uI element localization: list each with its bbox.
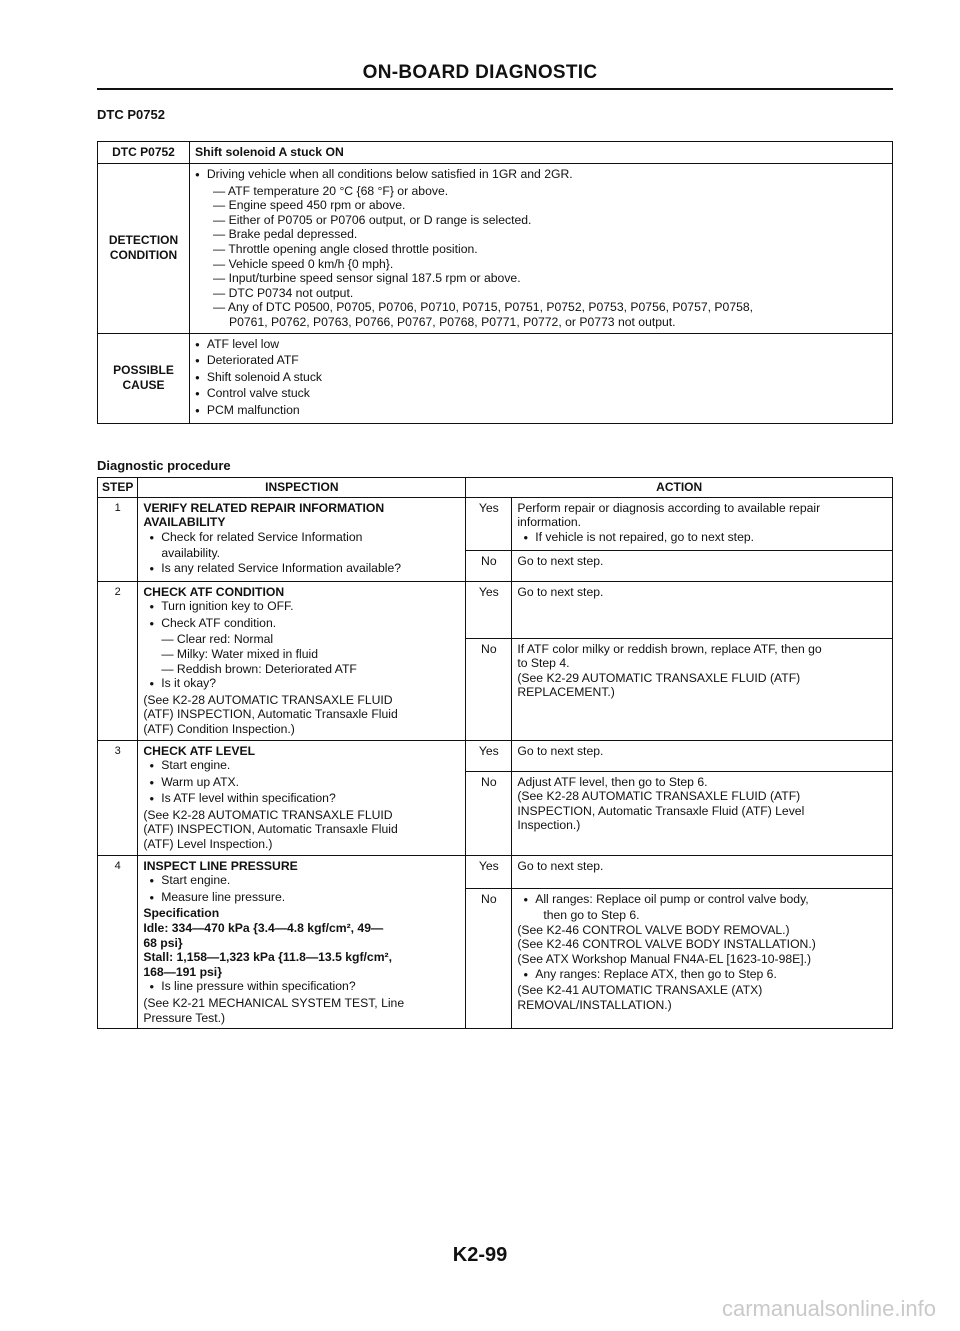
inspection-line: (See K2-21 MECHANICAL SYSTEM TEST, Line bbox=[143, 996, 405, 1010]
inspection-line: Specification bbox=[143, 906, 220, 921]
cause-label: POSSIBLE CAUSE bbox=[98, 333, 190, 423]
yes-label: Yes bbox=[466, 740, 512, 771]
action-line: (See K2-41 AUTOMATIC TRANSAXLE (ATX) bbox=[517, 983, 763, 998]
detection-line: — Input/turbine speed sensor signal 187.5 rpm or above. bbox=[213, 271, 521, 286]
inspection-line: CHECK ATF CONDITION bbox=[143, 584, 285, 599]
inspection-line: Idle: 334—470 kPa {3.4—4.8 kgf/cm², 49—68 psi} bbox=[143, 921, 384, 950]
action-line: (See K2-29 AUTOMATIC TRANSAXLE FLUID (ATF) bbox=[517, 670, 801, 685]
cause-item: ● Deteriorated ATF bbox=[195, 353, 887, 370]
action-line: INSPECTION, Automatic Transaxle Fluid (ATF) Level bbox=[517, 803, 805, 818]
action-line: Inspection.) bbox=[517, 818, 581, 833]
inspection-line: AVAILABILITY bbox=[143, 515, 226, 530]
action-line: ● All ranges: Replace oil pump or control valve body, bbox=[517, 892, 887, 909]
action-line: Go to next step. bbox=[517, 584, 604, 599]
action-line: (See K2-46 CONTROL VALVE BODY INSTALLATION.) bbox=[517, 937, 816, 952]
step-number: 2 bbox=[98, 581, 138, 740]
step-inspection bbox=[138, 581, 466, 740]
inspection-line: Pressure Test.) bbox=[143, 1010, 226, 1025]
detection-line: — Brake pedal depressed. bbox=[213, 227, 358, 242]
inspection-header: INSPECTION bbox=[138, 478, 466, 498]
detection-line: — Throttle opening angle closed throttle position. bbox=[213, 241, 478, 256]
cause-item: ● PCM malfunction bbox=[195, 403, 887, 420]
inspection-line: (ATF) Level Inspection.) bbox=[143, 837, 273, 852]
procedure-heading: Diagnostic procedure bbox=[97, 458, 231, 473]
step-number: 4 bbox=[98, 855, 138, 1029]
inspection-line: (ATF) INSPECTION, Automatic Transaxle Fluid bbox=[143, 707, 398, 722]
step-number: 3 bbox=[98, 740, 138, 855]
action-line: REPLACEMENT.) bbox=[517, 685, 615, 700]
inspection-line: ● Start engine. bbox=[143, 758, 460, 775]
inspection-line: ● Check for related Service Information bbox=[143, 530, 460, 547]
action-line: Perform repair or diagnosis according to available repair bbox=[517, 500, 821, 515]
no-label: No bbox=[466, 771, 512, 855]
step-inspection bbox=[138, 740, 466, 855]
step-inspection bbox=[138, 855, 466, 1029]
inspection-line: availability. bbox=[161, 546, 221, 561]
yes-label: Yes bbox=[466, 497, 512, 550]
no-action bbox=[512, 638, 893, 740]
no-label: No bbox=[466, 888, 512, 1029]
page-number: K2-99 bbox=[452, 1244, 508, 1266]
yes-action bbox=[512, 855, 893, 888]
detection-line: — ATF temperature 20 °C {68 °F} or above. bbox=[213, 183, 449, 198]
detection-line: — Any of DTC P0500, P0705, P0706, P0710, P0715, P0751, P0752, P0753, P0756, P0757, P0758, bbox=[213, 300, 754, 315]
inspection-line: ● Is line pressure within specification? bbox=[143, 979, 460, 996]
dtc-code-cell: DTC P0752 bbox=[98, 142, 190, 164]
cause-item: ● Control valve stuck bbox=[195, 386, 887, 403]
action-line: ● If vehicle is not repaired, go to next step. bbox=[517, 530, 887, 547]
inspection-line: — Clear red: Normal bbox=[161, 632, 274, 647]
no-label: No bbox=[466, 638, 512, 740]
watermark: carmanualsonline.info bbox=[721, 1296, 936, 1321]
inspection-line: Stall: 1,158—1,323 kPa {11.8—13.5 kgf/cm², 168—191 psi} bbox=[143, 950, 392, 979]
inspection-line: ● Start engine. bbox=[143, 873, 460, 890]
inspection-line: ● Check ATF condition. bbox=[143, 616, 460, 633]
detection-line: — Vehicle speed 0 km/h {0 mph}. bbox=[213, 256, 394, 271]
detection-line: — DTC P0734 not output. bbox=[213, 285, 354, 300]
inspection-line: ● Is any related Service Information available? bbox=[143, 561, 460, 578]
action-line: then go to Step 6. bbox=[543, 908, 640, 923]
action-line: Adjust ATF level, then go to Step 6. bbox=[517, 774, 708, 789]
step-header: STEP bbox=[98, 478, 138, 498]
detection-conditions bbox=[190, 164, 893, 334]
detection-line: — Either of P0705 or P0706 output, or D range is selected. bbox=[213, 212, 532, 227]
yes-action bbox=[512, 740, 893, 771]
detection-label: DETECTION CONDITION bbox=[98, 164, 190, 334]
yes-label: Yes bbox=[466, 855, 512, 888]
action-line: (See K2-46 CONTROL VALVE BODY REMOVAL.) bbox=[517, 922, 790, 937]
inspection-line: VERIFY RELATED REPAIR INFORMATION bbox=[143, 500, 385, 515]
action-line: to Step 4. bbox=[517, 656, 570, 671]
no-action bbox=[512, 771, 893, 855]
dtc-title-cell: Shift solenoid A stuck ON bbox=[190, 142, 893, 164]
inspection-line: (ATF) INSPECTION, Automatic Transaxle Fluid bbox=[143, 822, 398, 837]
procedure-table bbox=[97, 477, 893, 1029]
action-line: REMOVAL/INSTALLATION.) bbox=[517, 997, 672, 1012]
dtc-heading: DTC P0752 bbox=[97, 107, 165, 122]
possible-causes bbox=[190, 333, 893, 423]
action-line: Go to next step. bbox=[517, 858, 604, 873]
cause-item: ● Shift solenoid A stuck bbox=[195, 370, 887, 387]
yes-label: Yes bbox=[466, 581, 512, 638]
action-line: If ATF color milky or reddish brown, replace ATF, then go bbox=[517, 641, 822, 656]
inspection-line: ● Is ATF level within specification? bbox=[143, 791, 460, 808]
cause-item: ● ATF level low bbox=[195, 337, 887, 354]
inspection-line: (See K2-28 AUTOMATIC TRANSAXLE FLUID bbox=[143, 807, 393, 822]
action-header: ACTION bbox=[466, 478, 893, 498]
inspection-line: — Reddish brown: Deteriorated ATF bbox=[161, 661, 357, 676]
step-number: 1 bbox=[98, 497, 138, 581]
header-rule bbox=[97, 88, 893, 90]
action-line: ● Any ranges: Replace ATX, then go to Step 6. bbox=[517, 967, 887, 984]
action-line: (See K2-28 AUTOMATIC TRANSAXLE FLUID (ATF) bbox=[517, 789, 801, 804]
no-action bbox=[512, 888, 893, 1029]
page-title: ON-BOARD DIAGNOSTIC bbox=[362, 62, 598, 83]
detection-line: ● Driving vehicle when all conditions below satisfied in 1GR and 2GR. bbox=[195, 167, 887, 184]
inspection-line: CHECK ATF LEVEL bbox=[143, 743, 256, 758]
step-inspection bbox=[138, 497, 466, 581]
inspection-line: — Milky: Water mixed in fluid bbox=[161, 646, 319, 661]
inspection-line: INSPECT LINE PRESSURE bbox=[143, 858, 298, 873]
no-action bbox=[512, 550, 893, 581]
detection-line: P0761, P0762, P0763, P0766, P0767, P0768, P0771, P0772, or P0773 not output. bbox=[229, 314, 676, 329]
yes-action bbox=[512, 581, 893, 638]
inspection-line: (See K2-28 AUTOMATIC TRANSAXLE FLUID bbox=[143, 692, 393, 707]
action-line: Go to next step. bbox=[517, 553, 604, 568]
action-line: (See ATX Workshop Manual FN4A-EL [1623-10-98E].) bbox=[517, 952, 812, 967]
no-label: No bbox=[466, 550, 512, 581]
inspection-line: ● Warm up ATX. bbox=[143, 775, 460, 792]
yes-action bbox=[512, 497, 893, 550]
action-line: information. bbox=[517, 515, 582, 530]
inspection-line: ● Turn ignition key to OFF. bbox=[143, 599, 460, 616]
detection-line: — Engine speed 450 rpm or above. bbox=[213, 198, 406, 213]
inspection-line: ● Measure line pressure. bbox=[143, 890, 460, 907]
action-line: Go to next step. bbox=[517, 743, 604, 758]
inspection-line: (ATF) Condition Inspection.) bbox=[143, 721, 295, 736]
dtc-table bbox=[97, 141, 893, 424]
inspection-line: ● Is it okay? bbox=[143, 676, 460, 693]
